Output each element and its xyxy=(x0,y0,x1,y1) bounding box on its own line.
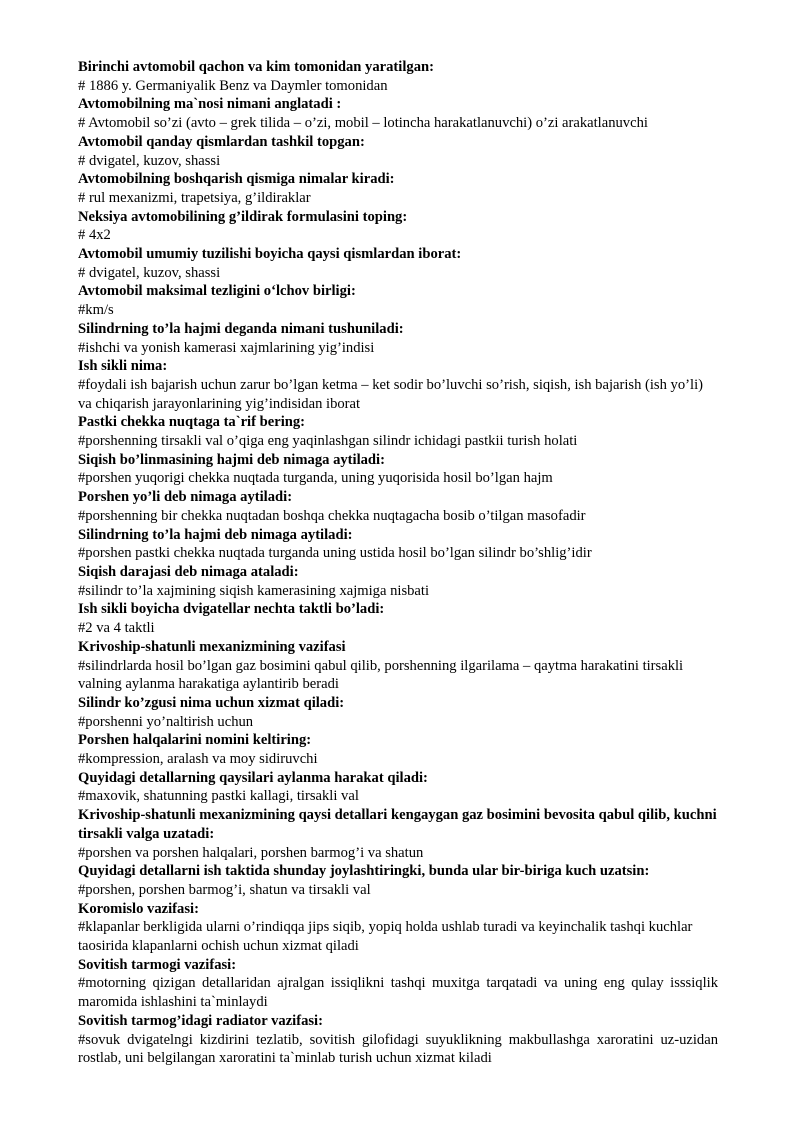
question: Silindrning to’la hajmi deganda nimani tushuniladi: xyxy=(78,320,404,337)
answer: #foydali ish bajarish uchun zarur bo’lgan ketma – ket sodir bo’luvchi so’rish, siqish, ish bajarish (ish yo’li) va chiqarish jarayonlarining yig’indisidan iborat xyxy=(78,376,703,412)
answer: # 1886 y. Germaniyalik Benz va Daymler tomonidan xyxy=(78,77,388,94)
answer: #sovuk dvigatelngi kizdirini tezlatib, sovitish gilofidagi suyuklikning makbullashga xaroratini uz-uzidan rostlab, uni belgilangan xaroratini ta`minlab turish uchun xizmat kiladi xyxy=(78,1031,718,1067)
answer: #klapanlar berkligida ularni o’rindiqqa jips siqib, yopiq holda ushlab turadi va keyinchalik tashqi kuchlar taosirida klapanlarni ochish uchun xizmat qiladi xyxy=(78,919,693,955)
question: Avtomobil umumiy tuzilishi boyicha qaysi qismlardan iborat: xyxy=(78,246,462,263)
qa-item-1 xyxy=(78,58,718,95)
qa-item-11 xyxy=(78,451,718,488)
answer: #motorning qizigan detallaridan ajralgan issiqlikni tashqi muxitga tarqatadi va uning eng qulay isssiqlik maromida ishlashini ta`minlaydi xyxy=(78,975,718,1011)
qa-item-5 xyxy=(78,208,718,245)
answer: # 4x2 xyxy=(78,227,111,244)
qa-item-8 xyxy=(78,320,718,357)
qa-item-16 xyxy=(78,638,718,694)
question: Birinchi avtomobil qachon va kim tomonidan yaratilgan: xyxy=(78,59,434,75)
question: Neksiya avtomobilining g’ildirak formulasini toping: xyxy=(78,208,408,225)
qa-item-18 xyxy=(78,731,718,768)
answer: #porshen, porshen barmog’i, shatun va tirsakli val xyxy=(78,881,371,898)
question: Quyidagi detallarning qaysilari aylanma harakat qiladi: xyxy=(78,769,428,786)
answer: #porshen yuqorigi chekka nuqtada turganda, uning yuqorisida hosil bo’lgan hajm xyxy=(78,470,553,487)
qa-item-12 xyxy=(78,488,718,525)
answer: #porshenning bir chekka nuqtadan boshqa chekka nuqtagacha bosib o’tilgan masofadir xyxy=(78,507,586,524)
question: Avtomobilning boshqarish qismiga nimalar kiradi: xyxy=(78,171,395,188)
question: Koromislo vazifasi: xyxy=(78,900,199,917)
qa-item-9 xyxy=(78,357,718,413)
question: Pastki chekka nuqtaga ta`rif bering: xyxy=(78,414,306,431)
answer: #porshen va porshen halqalari, porshen barmog’i va shatun xyxy=(78,844,424,861)
question: Sovitish tarmog’idagi radiator vazifasi: xyxy=(78,1012,323,1029)
answer: #porshen pastki chekka nuqtada turganda uning ustida hosil bo’lgan silindr bo’shlig’idir xyxy=(78,545,592,562)
qa-item-24 xyxy=(78,1012,718,1068)
question: Krivoship-shatunli mexanizmining qaysi detallari kengaygan gaz bosimini bevosita qabul qilib, kuchni tirsakli valga uzatadi: xyxy=(78,807,717,842)
answer: # rul mexanizmi, trapetsiya, g’ildiraklar xyxy=(78,189,311,206)
answer: #kompression, aralash va moy sidiruvchi xyxy=(78,751,318,768)
question: Porshen halqalarini nomini keltiring: xyxy=(78,732,312,749)
question: Porshen yo’li deb nimaga aytiladi: xyxy=(78,489,293,506)
answer: #silindr to’la xajmining siqish kamerasining xajmiga nisbati xyxy=(78,582,430,599)
answer: # dvigatel, kuzov, shassi xyxy=(78,152,221,169)
qa-item-2 xyxy=(78,95,718,132)
qa-item-13 xyxy=(78,526,718,563)
qa-item-3 xyxy=(78,133,718,170)
question: Siqish darajasi deb nimaga ataladi: xyxy=(78,563,299,580)
qa-item-17 xyxy=(78,694,718,731)
question: Quyidagi detallarni ish taktida shunday joylashtiringki, bunda ular bir-biriga kuch uzatsin: xyxy=(78,863,650,880)
answer: # dvigatel, kuzov, shassi xyxy=(78,264,221,281)
qa-item-22 xyxy=(78,900,718,956)
answer: #porshenni yo’naltirish uchun xyxy=(78,713,254,730)
question: Ish sikli boyicha dvigatellar nechta taktli bo’ladi: xyxy=(78,601,385,618)
qa-item-6 xyxy=(78,245,718,282)
question: Krivoship-shatunli mexanizmining vazifasi xyxy=(78,638,346,655)
qa-item-20 xyxy=(78,806,718,862)
question: Avtomobil qanday qismlardan tashkil topgan: xyxy=(78,133,365,150)
question: Avtomobil maksimal tezligini o‘lchov birligi: xyxy=(78,283,356,300)
question: Siqish bo’linmasining hajmi deb nimaga aytiladi: xyxy=(78,451,385,468)
qa-item-15 xyxy=(78,600,718,637)
document-page xyxy=(78,58,718,1068)
qa-item-14 xyxy=(78,563,718,600)
question: Silindrning to’la hajmi deb nimaga aytiladi: xyxy=(78,526,353,543)
answer: #ishchi va yonish kamerasi xajmlarining yig’indisi xyxy=(78,339,375,356)
answer: #maxovik, shatunning pastki kallagi, tirsakli val xyxy=(78,788,359,805)
question: Sovitish tarmogi vazifasi: xyxy=(78,956,237,973)
qa-item-21 xyxy=(78,862,718,899)
answer: #km/s xyxy=(78,302,114,319)
question: Ish sikli nima: xyxy=(78,358,168,375)
question: Avtomobilning ma`nosi nimani anglatadi : xyxy=(78,96,342,113)
answer: # Avtomobil so’zi (avto – grek tilida – o’zi, mobil – lotincha harakatlanuvchi) o’zi arakatlanuvchi xyxy=(78,115,648,132)
answer: #porshenning tirsakli val o’qiga eng yaqinlashgan silindr ichidagi pastkii turish holati xyxy=(78,433,578,450)
qa-item-19 xyxy=(78,769,718,806)
qa-item-23 xyxy=(78,956,718,1012)
answer: #2 va 4 taktli xyxy=(78,620,155,637)
qa-item-4 xyxy=(78,170,718,207)
qa-item-10 xyxy=(78,413,718,450)
qa-item-7 xyxy=(78,282,718,319)
answer: #silindrlarda hosil bo’lgan gaz bosimini qabul qilib, porshenning ilgarilama – qaytma harakatini tirsakli valning aylanma harakatiga aylantirib beradi xyxy=(78,657,684,693)
question: Silindr ko’zgusi nima uchun xizmat qiladi: xyxy=(78,694,345,711)
